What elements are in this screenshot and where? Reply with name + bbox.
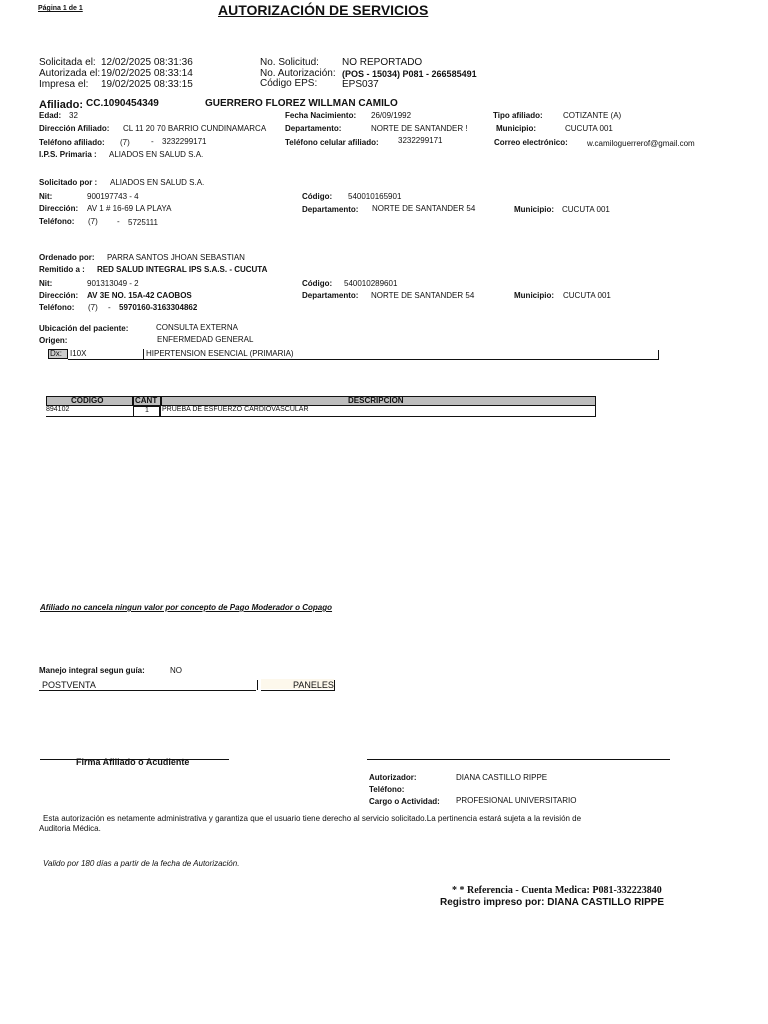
manejo-value: NO	[170, 666, 182, 675]
municipio-label: Municipio:	[496, 124, 536, 133]
solicitada-label: Solicitada el:	[39, 57, 96, 68]
disclaimer-line-2: Auditoria Médica.	[39, 824, 101, 833]
header-descripcion-label: DESCRIPCION	[348, 396, 404, 405]
celular-value: 3232299171	[398, 136, 443, 145]
row-cant: 1	[145, 407, 149, 414]
dx-code-underline	[68, 359, 144, 360]
ordenado-value: PARRA SANTOS JHOAN SEBASTIAN	[107, 253, 245, 262]
row-codigo: 894102	[46, 406, 70, 413]
cargo-value: PROFESIONAL UNIVERSITARIO	[456, 796, 577, 805]
postventa-divider	[257, 680, 258, 690]
no-solicitud-label: No. Solicitud:	[260, 57, 319, 68]
ordenado-telefono-value: 5970160-3163304862	[119, 303, 198, 312]
telefono-afiliado-dash: -	[151, 137, 154, 146]
afiliado-id: CC.1090454349	[86, 98, 159, 109]
autorizador-label: Autorizador:	[369, 773, 417, 782]
row-descripcion-box	[160, 406, 596, 417]
departamento-value: NORTE DE SANTANDER !	[371, 124, 468, 133]
telefono-afiliado-value: 3232299171	[162, 137, 207, 146]
registro-impreso: Registro impreso por: DIANA CASTILLO RIPPE	[440, 897, 665, 908]
dx-end-mark	[658, 350, 659, 360]
ordenado-nit-label: Nit:	[39, 279, 53, 288]
table-header-codigo	[46, 396, 133, 406]
dx-label: Dx:	[50, 349, 62, 358]
paneles-field: PANELES	[293, 680, 334, 690]
ordenado-municipio-label: Municipio:	[514, 291, 554, 300]
ubicacion-label: Ubicación del paciente:	[39, 324, 129, 333]
direccion-afiliado-label: Dirección Afiliado:	[39, 124, 110, 133]
ordenado-departamento-value: NORTE DE SANTANDER 54	[371, 291, 475, 300]
postventa-field: POSTVENTA	[42, 680, 96, 690]
solicitado-municipio-label: Municipio:	[514, 205, 554, 214]
ordenado-nit-value: 901313049 - 2	[87, 279, 139, 288]
origen-value: ENFERMEDAD GENERAL	[157, 335, 254, 344]
row-cant-box	[133, 406, 160, 417]
firma-autorizador-line	[367, 759, 670, 760]
solicitado-departamento-value: NORTE DE SANTANDER 54	[372, 204, 476, 213]
copago-note: Afiliado no cancela ningun valor por concepto de Pago Moderador o Copago	[40, 603, 333, 612]
solicitado-telefono-value: 5725111	[128, 218, 158, 227]
ordenado-direccion-value: AV 3E NO. 15A-42 CAOBOS	[87, 291, 192, 300]
telefono-afiliado-ind: (7)	[120, 138, 130, 147]
ordenado-telefono-label: Teléfono:	[39, 303, 75, 312]
tipo-afiliado-label: Tipo afiliado:	[493, 111, 543, 120]
autorizador-value: DIANA CASTILLO RIPPE	[456, 773, 548, 782]
header-codigo-label: CODIGO	[71, 396, 104, 405]
document-title: AUTORIZACIÓN DE SERVICIOS	[218, 2, 429, 18]
solicitado-telefono-label: Teléfono:	[39, 217, 75, 226]
impresa-date: 19/02/2025 08:33:15	[101, 79, 193, 90]
afiliado-label: Afiliado:	[39, 99, 83, 111]
codigo-eps-value: EPS037	[342, 79, 379, 90]
municipio-value: CUCUTA 001	[565, 124, 613, 133]
solicitado-departamento-label: Departamento:	[302, 205, 359, 214]
dx-code: I10X	[70, 349, 87, 358]
telefono-afiliado-label: Teléfono afiliado:	[39, 138, 105, 147]
page-number: Página 1 de 1	[38, 5, 83, 12]
ordenado-telefono-ind: (7)	[88, 303, 98, 312]
ubicacion-value: CONSULTA EXTERNA	[156, 323, 238, 332]
ordenado-direccion-label: Dirección:	[39, 291, 79, 300]
no-autorizacion-value: (POS - 15034) P081 - 266585491	[342, 69, 477, 79]
ordenado-codigo-label: Código:	[302, 279, 333, 288]
solicitado-telefono-dash: -	[117, 217, 120, 226]
solicitado-label: Solicitado por :	[39, 178, 98, 187]
direccion-afiliado-value: CL 11 20 70 BARRIO CUNDINAMARCA	[123, 124, 267, 133]
cargo-label: Cargo o Actividad:	[369, 797, 440, 806]
manejo-label: Manejo integral segun guía:	[39, 666, 145, 675]
autorizada-label: Autorizada el:	[39, 68, 101, 79]
solicitado-nit-label: Nit:	[39, 192, 53, 201]
row-codigo-underline	[46, 416, 133, 417]
ordenado-departamento-label: Departamento:	[302, 291, 359, 300]
table-header-descripcion	[161, 396, 596, 406]
referencia-cuenta: * * Referencia - Cuenta Medica: P081-332223840	[452, 885, 662, 896]
celular-label: Teléfono celular afiliado:	[285, 138, 379, 147]
ordenado-codigo-value: 540010289601	[344, 279, 398, 288]
no-autorizacion-label: No. Autorización:	[260, 68, 336, 79]
departamento-label: Departamento:	[285, 124, 342, 133]
table-header-cant	[133, 396, 161, 406]
solicitado-direccion-label: Dirección:	[39, 204, 79, 213]
solicitado-direccion-value: AV 1 # 16-69 LA PLAYA	[87, 204, 172, 213]
ordenado-label: Ordenado por:	[39, 253, 95, 262]
fecha-nac-label: Fecha Nacimiento:	[285, 111, 357, 120]
dx-description: HIPERTENSION ESENCIAL (PRIMARIA)	[146, 349, 294, 358]
ordenado-municipio-value: CUCUTA 001	[563, 291, 611, 300]
ips-primaria-value: ALIADOS EN SALUD S.A.	[109, 150, 204, 159]
validez-note: Valido por 180 días a partir de la fecha de Autorización.	[43, 859, 240, 868]
dx-desc-underline	[143, 359, 659, 360]
autorizada-date: 19/02/2025 08:33:14	[101, 68, 193, 79]
disclaimer-line-1: Esta autorización es netamente administrativa y garantiza que el usuario tiene derecho al servicio solicitado.La pertinencia estará sujeta a la revisión de	[43, 814, 582, 823]
ordenado-telefono-dash: -	[108, 303, 111, 312]
edad-label: Edad:	[39, 111, 62, 120]
no-solicitud-value: NO REPORTADO	[342, 57, 423, 68]
origen-label: Origen:	[39, 336, 68, 345]
row-descripcion: PRUEBA DE ESFUERZO CARDIOVASCULAR	[162, 406, 309, 413]
impresa-label: Impresa el:	[39, 79, 89, 90]
ips-primaria-label: I.P.S. Primaria :	[39, 150, 97, 159]
paneles-end	[334, 680, 335, 690]
header-cant-label: CANT	[135, 396, 158, 405]
solicitada-date: 12/02/2025 08:31:36	[101, 57, 193, 68]
firma-afiliado-label: Firma Afiliado o Acudiente	[76, 757, 190, 767]
fecha-nac-value: 26/09/1992	[371, 111, 412, 120]
correo-label: Correo electrónico:	[494, 138, 568, 147]
solicitado-municipio-value: CUCUTA 001	[562, 205, 610, 214]
solicitado-value: ALIADOS EN SALUD S.A.	[110, 178, 205, 187]
paneles-underline	[261, 690, 335, 691]
afiliado-name: GUERRERO FLOREZ WILLMAN CAMILO	[205, 98, 398, 109]
remitido-value: RED SALUD INTEGRAL IPS S.A.S. - CUCUTA	[97, 265, 268, 274]
solicitado-codigo-value: 540010165901	[348, 192, 402, 201]
solicitado-nit-value: 900197743 - 4	[87, 192, 139, 201]
solicitado-telefono-ind: (7)	[88, 217, 98, 226]
postventa-underline	[39, 690, 256, 691]
codigo-eps-label: Código EPS:	[260, 78, 318, 89]
tipo-afiliado-value: COTIZANTE (A)	[563, 111, 622, 120]
autorizador-telefono-label: Teléfono:	[369, 785, 405, 794]
solicitado-codigo-label: Código:	[302, 192, 333, 201]
correo-value: w.camiloguerrerof@gmail.com	[587, 139, 695, 148]
remitido-label: Remitido a :	[39, 265, 85, 274]
edad-value: 32	[69, 111, 78, 120]
